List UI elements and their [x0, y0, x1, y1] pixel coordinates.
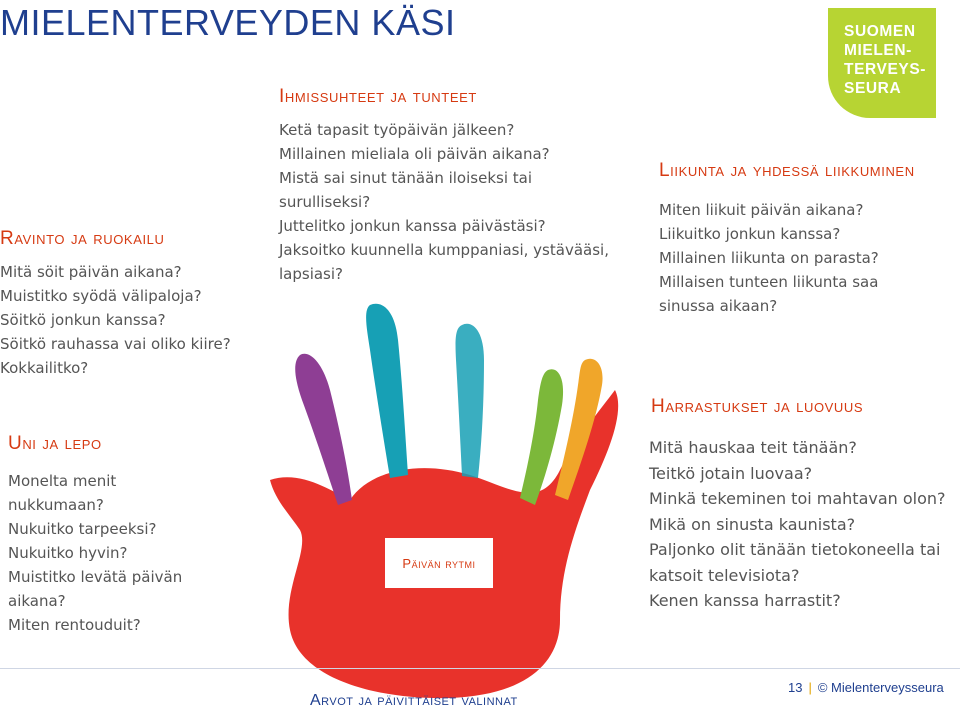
index-finger-shape — [366, 304, 408, 478]
section-heading-nutrition: Ravinto ja ruokailu — [0, 228, 165, 249]
body-line: Jaksoitko kuunnella kumppaniasi, ystävääsi, — [279, 241, 609, 259]
body-line: Mistä sai sinut tänään iloiseksi tai — [279, 169, 532, 187]
section-heading-exercise: Liikunta ja yhdessä liikkuminen — [659, 160, 915, 181]
body-line: Ketä tapasit työpäivän jälkeen? — [279, 121, 515, 139]
logo-line: SUOMEN — [844, 23, 916, 40]
section-body-sleep — [8, 469, 182, 637]
body-line: Millainen mieliala oli päivän aikana? — [279, 145, 550, 163]
footer-title: Arvot ja päivittäiset valinnat — [310, 692, 518, 709]
palm-label-box — [385, 538, 493, 588]
body-line: Millaisen tunteen liikunta saa — [659, 273, 879, 291]
body-line: nukkumaan? — [8, 496, 104, 514]
body-line: surulliseksi? — [279, 193, 371, 211]
hand-illustration — [230, 300, 630, 700]
body-line: Mitä söit päivän aikana? — [0, 263, 182, 281]
body-line: Mitä hauskaa teit tänään? — [649, 438, 857, 457]
body-line: Mikä on sinusta kaunista? — [649, 514, 856, 534]
footer-divider — [0, 668, 960, 669]
body-line: sinussa aikaan? — [659, 297, 778, 315]
page-number: 13 — [788, 680, 803, 695]
logo-line: SEURA — [844, 80, 902, 97]
body-line: Kenen kanssa harrastit? — [649, 591, 841, 610]
body-line: Juttelitko jonkun kanssa päivästäsi? — [279, 217, 546, 235]
body-line: Paljonko olit tänään tietokoneella tai — [649, 540, 941, 559]
body-line: Muistitko levätä päivän — [8, 568, 183, 586]
body-line: Minkä tekeminen toi mahtavan olon? — [649, 489, 946, 508]
body-line: Liikuitko jonkun kanssa? — [659, 225, 841, 243]
footer-page-info — [788, 680, 944, 695]
section-body-relationships — [279, 118, 609, 286]
body-line: Nukuitko hyvin? — [8, 544, 128, 562]
body-line: Muistitko syödä välipaloja? — [0, 287, 202, 305]
body-line: Miten liikuit päivän aikana? — [659, 201, 864, 219]
organization-logo — [828, 8, 936, 118]
body-line: Miten rentouduit? — [8, 616, 141, 634]
logo-line: TERVEYS- — [844, 61, 927, 78]
body-line: Söitkö jonkun kanssa? — [0, 311, 166, 329]
logo-line: MIELEN- — [844, 42, 912, 59]
body-line: katsoit televisiota? — [649, 565, 800, 585]
section-body-nutrition — [0, 260, 231, 380]
middle-finger-shape — [456, 324, 484, 478]
footer-separator: | — [808, 680, 812, 695]
body-line: Kokkailitko? — [0, 359, 89, 377]
section-body-exercise — [659, 198, 879, 318]
section-heading-hobbies: Harrastukset ja luovuus — [651, 396, 864, 417]
page-title: MIELENTERVEYDEN KÄSI — [0, 2, 456, 43]
body-line: Teitkö jotain luovaa? — [649, 463, 813, 483]
body-line: Söitkö rauhassa vai oliko kiire? — [0, 335, 231, 353]
body-line: lapsiasi? — [279, 265, 343, 283]
body-line: Millainen liikunta on parasta? — [659, 249, 879, 267]
section-heading-relationships: Ihmissuhteet ja tunteet — [279, 86, 477, 107]
body-line: aikana? — [8, 592, 66, 610]
section-body-hobbies — [649, 435, 946, 614]
copyright: © Mielenterveysseura — [817, 680, 944, 695]
palm-label: Päivän rytmi — [402, 555, 476, 571]
body-line: Monelta menit — [8, 472, 117, 490]
section-heading-sleep: Uni ja lepo — [8, 433, 102, 454]
body-line: Nukuitko tarpeeksi? — [8, 520, 157, 538]
